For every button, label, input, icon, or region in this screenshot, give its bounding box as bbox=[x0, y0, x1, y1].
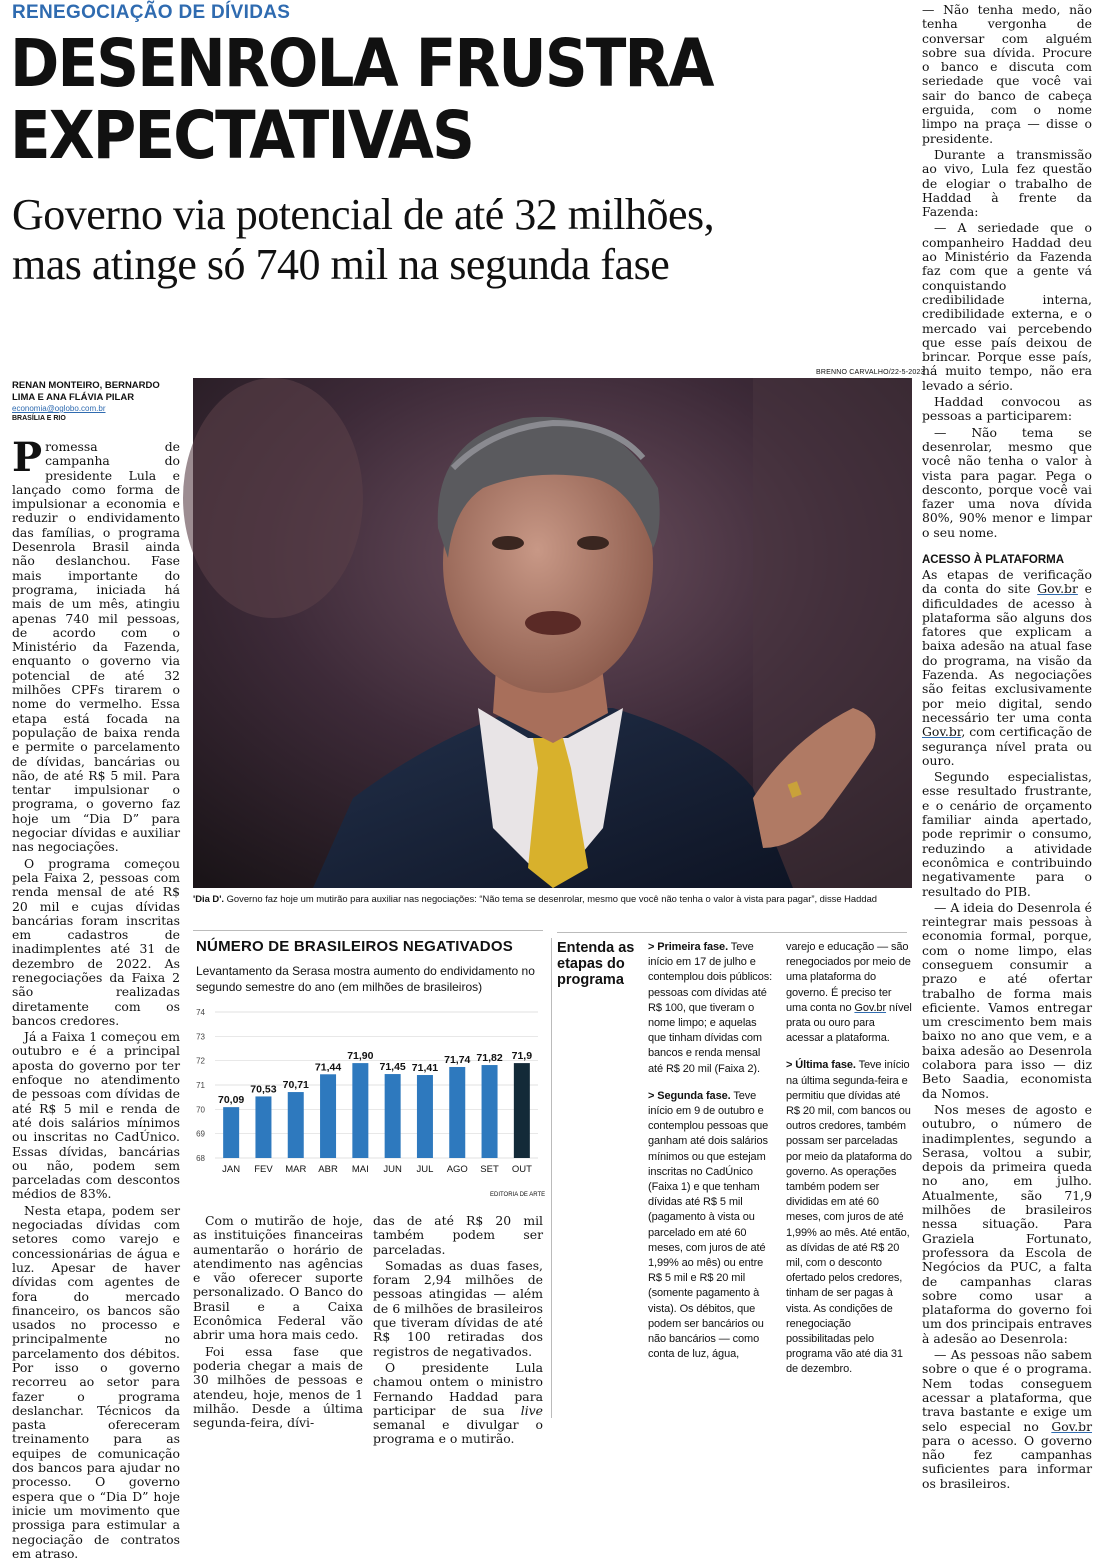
y-tick-label: 72 bbox=[196, 1056, 205, 1066]
box-item-last-phase bbox=[786, 1058, 912, 1377]
data-label: 71,45 bbox=[379, 1061, 406, 1074]
drop-cap: P bbox=[12, 434, 43, 481]
box-item-text: varejo e educação — são renegociados por meio de uma plataforma do governo. É preciso ter uma conta no bbox=[786, 941, 911, 1014]
x-tick-label: AGO bbox=[446, 1164, 468, 1175]
paragraph: — A seriedade que o companheiro Haddad deu ao Ministério da Fazenda faz com que a gente vá conquistando credibilidade interna, credibilidade externa, e o mercado vai percebendo que esse país deixou de brincar. Porque esse país, há muito tempo, não era levado a sério. bbox=[922, 220, 1092, 393]
author-email-link[interactable]: economia@oglobo.com.br bbox=[12, 404, 106, 413]
chart-top-rule bbox=[193, 930, 543, 931]
paragraph bbox=[12, 434, 180, 855]
byline-line-1: RENAN MONTEIRO, BERNARDO bbox=[12, 380, 160, 391]
y-tick-label: 70 bbox=[196, 1105, 205, 1115]
x-tick-label: JUL bbox=[416, 1164, 434, 1175]
section-subhead: ACESSO À PLATAFORMA bbox=[922, 553, 1065, 566]
italic-term: live bbox=[520, 1402, 543, 1418]
x-tick-label: MAI bbox=[351, 1164, 369, 1175]
data-label: 70,53 bbox=[250, 1083, 277, 1096]
article-column-right bbox=[922, 3, 1092, 1493]
paragraph-text: semanal e divulgar o programa e o mutirão. bbox=[373, 1417, 543, 1447]
photo-caption bbox=[193, 893, 912, 905]
paragraph: das de até R$ 20 mil também podem ser parceladas. bbox=[373, 1213, 543, 1257]
byline bbox=[12, 380, 192, 404]
headline-line-1: DESENROLA FRUSTRA bbox=[10, 25, 713, 102]
paragraph: Segundo especialistas, esse resultado frustrante, e o cenário de orçamento familiar ainda apertado, pode reprimir o consumo, reduzindo a atividade econômica e contribuindo negativamente para o resultado do PIB. bbox=[922, 769, 1092, 899]
govbr-link[interactable]: Gov.br bbox=[1037, 581, 1078, 597]
box-item-heading: > Segunda fase. bbox=[648, 1089, 731, 1102]
article-column-mid-1 bbox=[193, 1214, 363, 1432]
box-item-first-phase bbox=[648, 940, 774, 1077]
bar bbox=[288, 1092, 304, 1158]
bar bbox=[255, 1096, 271, 1158]
data-label: 71,90 bbox=[347, 1050, 374, 1063]
x-tick-label: JAN bbox=[222, 1164, 241, 1175]
box-item-second-phase bbox=[648, 1089, 774, 1363]
bar bbox=[223, 1107, 239, 1158]
data-label: 71,41 bbox=[411, 1062, 439, 1075]
bar-chart bbox=[193, 1000, 543, 1185]
box-item-text: Teve início em 17 de julho e contemplou dois públicos: pessoas com dívidas até R$ 100, que tiveram o nome limpo; e aquelas que tinham dívidas com bancos e renda mensal até R$ 20 mil (Faixa 2). bbox=[648, 941, 773, 1075]
paragraph: Já a Faixa 1 começou em outubro e é a principal aposta do governo por ter enfoque no atendimento de pessoas com dívidas de até R$ 5 mil e renda de até dois salários mínimos ou inscritas no CadÚnico. Essas dívidas, bancárias ou não, podem sem parceladas com descontos médios de 83%. bbox=[12, 1029, 180, 1202]
paragraph: Haddad convocou as pessoas a participarem: bbox=[922, 394, 1092, 424]
data-label: 70,71 bbox=[282, 1079, 309, 1092]
paragraph: — A ideia do Desenrola é reintegrar mais pessoas à economia formal, porque, com o nome limpo, elas conseguem consumir a prazo e até ofertar trabalho de forma mais eficiente. Vamos entregar um crescimento bem mais baixo no ano que vem, e a baixa adesão ao Desenrola colabora para isso — diz Beto Saadia, economista da Nomos. bbox=[922, 899, 1093, 1101]
data-label: 71,74 bbox=[444, 1053, 471, 1066]
paragraph-text: , com certificação de segurança nível prata ou ouro. bbox=[922, 724, 1093, 768]
paragraph-text: — As pessoas não sabem sobre o que é o programa. Nem todas conseguem acessar a plataforma, que trava bastante e exige um selo especial no bbox=[922, 1347, 1092, 1434]
govbr-link[interactable]: Gov.br bbox=[1051, 1418, 1092, 1434]
deck-subheadline bbox=[12, 190, 892, 290]
x-tick-label: ABR bbox=[318, 1164, 338, 1175]
photo-credit: BRENNO CARVALHO/22-5-2023 bbox=[816, 369, 925, 376]
bar bbox=[449, 1067, 465, 1158]
box-item-heading: > Primeira fase. bbox=[648, 941, 729, 953]
bar bbox=[417, 1075, 433, 1158]
chart-credit: EDITORIA DE ARTE bbox=[490, 1192, 546, 1198]
paragraph: — Não tenha medo, não tenha vergonha de conversar com alguém sobre sua dívida. Procure o banco e discuta com seriedade que você vai sair do banco de cabeça erguida, com o nome limpo na praça — disse o presidente. bbox=[922, 2, 1092, 146]
paragraph: Nesta etapa, podem ser negociadas dívidas com setores como varejo e concessionárias de água e luz. Apesar de haver dívidas com agentes de fora do mercado financeiro, os bancos são usados no processo e principalmente no parcelamento dos débitos. Por isso o governo recorreu ao setor para fazer o programa deslanchar. Técnicos da pasta ofereceram treinamento para as equipes de comunicação dos bancos para ajudar no processo. O governo espera que o “Dia D” hoje inicie um movimento que prossiga para estimular a negociação de contratos em atraso. bbox=[12, 1202, 180, 1561]
govbr-link[interactable]: Gov.br bbox=[854, 1001, 887, 1014]
deck-line-2: mas atinge só 740 mil na segunda fase bbox=[12, 240, 670, 289]
dateline-location: BRASÍLIA E RIO bbox=[12, 415, 66, 422]
x-tick-label: FEV bbox=[254, 1164, 273, 1175]
deck-line-1: Governo via potencial de até 32 milhões, bbox=[12, 190, 715, 239]
bar bbox=[385, 1074, 401, 1158]
paragraph: Durante a transmissão ao vivo, Lula fez questão de elogiar o trabalho de Haddad à frente da Fazenda: bbox=[922, 146, 1092, 220]
article-column-mid-2 bbox=[373, 1214, 543, 1449]
byline-line-2: LIMA E ANA FLÁVIA PILAR bbox=[12, 392, 135, 403]
paragraph: Nos meses de agosto e outubro, o número de inadimplentes, segundo a Serasa, voltou a subir, depois da primeira queda no ano, em julho. Atualmente, são 71,9 milhões de brasileiros nessa situação. Para Graziela Fortunato, professora da Escola de Negócios da PUC, a falta de campanhas claras sobre como usar a plataforma do governo foi um dos principais entraves à adesão ao Desenrola: bbox=[922, 1101, 1092, 1346]
paragraph bbox=[922, 1348, 1092, 1491]
y-tick-label: 74 bbox=[196, 1008, 205, 1017]
caption-text: Governo faz hoje um mutirão para auxiliar nas negociações: “Não tema se desenrolar, mesmo que você não tenha o valor à vista para pagar”, disse Haddad bbox=[224, 893, 877, 904]
bar bbox=[514, 1063, 530, 1158]
box-item-text: Teve início em 9 de outubro e contemplou pessoas que ganham até dois salários mínimos ou que estejam inscritas no CadÚnico (Faixa 1) e que tenham dívidas até R$ 5 mil (pagamento à vista ou parcelado em até 60 meses, com juros de até 1,99% ao mês) ou entre R$ 5 mil e R$ 20 mil (somente pagamento à vista). Os débitos, que podem ser bancários ou não bancários — como conta de luz, água, bbox=[648, 1089, 769, 1361]
photo-illustration bbox=[193, 378, 912, 888]
paragraph bbox=[373, 1361, 543, 1447]
data-label: 70,09 bbox=[218, 1094, 245, 1107]
box-item-text: Teve início na última segunda-feira e permitiu que dívidas até R$ 20 mil, com bancos ou outros credores, também possam ser parceladas por meio da plataforma do governo. As operações também podem ser divididas em até 60 meses, com juros de até 1,99% ao mês. Até então, as dívidas de até R$ 20 mil, com o desconto ofertado pelos credores, tinham de ser pagas à vista. As condições de renegociação possibilitadas pelo programa vão até dia 31 de dezembro. bbox=[786, 1059, 912, 1376]
x-tick-label: OUT bbox=[511, 1164, 532, 1175]
paragraph-text: para o acesso. O governo não fez campanhas suficientes para informar os brasileiros. bbox=[922, 1432, 1092, 1491]
box-title: Entenda as etapas do programa bbox=[557, 940, 635, 988]
y-tick-label: 73 bbox=[196, 1032, 205, 1042]
headline-line-2: EXPECTATIVAS bbox=[10, 97, 474, 174]
box-column-1 bbox=[648, 940, 774, 1374]
paragraph: Foi essa fase que poderia chegar a mais de 30 milhões de pessoas e atendeu, hoje, menos de 1 milhão. Desde a última segunda-feira, dívi- bbox=[193, 1343, 363, 1431]
paragraph-text: As etapas de verificação da conta do site bbox=[922, 566, 1092, 597]
headline bbox=[10, 25, 811, 174]
data-label: 71,44 bbox=[314, 1061, 342, 1074]
y-tick-label: 69 bbox=[196, 1129, 205, 1139]
box-item-heading: > Última fase. bbox=[786, 1059, 856, 1072]
x-tick-label: JUN bbox=[383, 1164, 402, 1175]
data-label: 71,9 bbox=[511, 1050, 533, 1063]
paragraph: Com o mutirão de hoje, as instituições financeiras aumentarão o horário de atendimento nas agências e vão oferecer suporte personalizado. O Banco do Brasil e a Caixa Econômica Federal vão abrir uma hora mais cedo. bbox=[193, 1213, 363, 1343]
bar bbox=[320, 1074, 336, 1158]
paragraph: — Não tema se desenrolar, mesmo que você não tenha o valor à vista para pagar. Pega o desconto, porque você vai fazer uma nova dívida 80%, 90% menor e limpar o seu nome. bbox=[922, 424, 1092, 540]
data-label: 71,82 bbox=[476, 1052, 503, 1065]
x-tick-label: SET bbox=[480, 1164, 499, 1175]
box-top-rule bbox=[557, 932, 907, 933]
paragraph-text: romessa de campanha do presidente Lula e lançado como forma de impulsionar a economia e reduzir o endividamento das famílias, o programa Desenrola Brasil ainda não deslanchou. Fase mais importante do programa, iniciada há mais de um mês, atingiu apenas 740 mil pessoas, de acordo com o Ministério da Fazenda, enquanto o governo via potencial de até 32 milhões CPFs tirarem o nome do vermelho. Essa etapa está focada na população de baixa renda e permite o parcelamento de dívidas, bancárias ou não, de até R$ 5 mil. Para tentar impulsionar o programa, o governo faz hoje um “Dia D” para negociar dívidas e auxiliar nas negociações. bbox=[12, 439, 180, 855]
article-column-left bbox=[12, 434, 180, 1563]
chart-title: NÚMERO DE BRASILEIROS NEGATIVADOS bbox=[196, 938, 513, 955]
paragraph: O programa começou pela Faixa 2, pessoas com renda mensal de até R$ 20 mil e cujas dívidas bancárias foram inscritas em cadastros de inadimplentes até 31 de dezembro de 2022. As renegociações da Faixa 2 são realizadas diretamente com os bancos credores. bbox=[12, 855, 180, 1028]
section-kicker: RENEGOCIAÇÃO DE DÍVIDAS bbox=[12, 2, 291, 23]
paragraph: Somadas as duas fases, foram 2,94 milhões de pessoas atingidas — além de 6 milhões de brasileiros que tiveram dívidas de até R$ 100 retiradas dos registros de negativados. bbox=[373, 1257, 543, 1359]
caption-lead: 'Dia D'. bbox=[193, 893, 225, 904]
govbr-link[interactable]: Gov.br bbox=[922, 724, 962, 740]
chart-subtitle: Levantamento da Serasa mostra aumento do endividamento no segundo semestre do ano (em milhões de brasileiros) bbox=[196, 964, 535, 994]
news-photo bbox=[193, 378, 912, 888]
paragraph-text: e dificuldades de acesso à plataforma são alguns dos fatores que explicam a baixa adesão na atual fase do programa, na visão da Fazenda. As negociações são feitas exclusivamente por meio digital, sendo necessário ter uma conta bbox=[922, 581, 1092, 725]
bar bbox=[482, 1065, 498, 1158]
x-tick-label: MAR bbox=[285, 1164, 307, 1175]
paragraph-text: O presidente Lula chamou ontem o ministro Fernando Haddad para participar de sua bbox=[373, 1359, 543, 1418]
box-item-continued bbox=[786, 940, 912, 1046]
y-tick-label: 71 bbox=[196, 1081, 205, 1090]
box-divider bbox=[551, 938, 552, 1418]
paragraph bbox=[922, 568, 1092, 768]
box-item-text: nível prata ou ouro para acessar a plataforma. bbox=[786, 1001, 912, 1045]
y-tick-label: 68 bbox=[196, 1154, 205, 1163]
bar bbox=[352, 1063, 368, 1158]
box-column-2 bbox=[786, 940, 912, 1390]
